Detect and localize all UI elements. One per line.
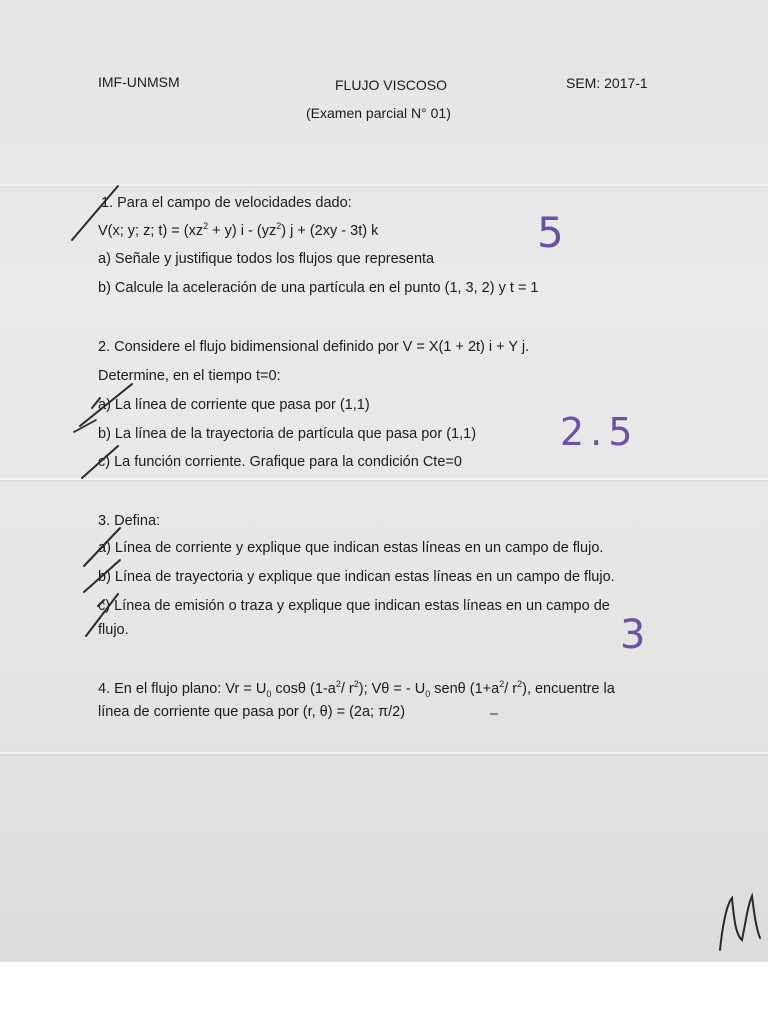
q3-score-mark: 3 — [620, 612, 646, 658]
q2-determine: Determine, en el tiempo t=0: — [98, 368, 281, 384]
q1-intro — [101, 194, 352, 212]
course-title: FLUJO VISCOSO — [335, 77, 448, 93]
q1-part-a: a) Señale y justifique todos los flujos que representa — [98, 251, 435, 267]
q1-number: 1. — [101, 195, 114, 211]
paper-fold-line — [0, 752, 768, 754]
q2-intro: 2. Considere el flujo bidimensional definido por V = X(1 + 2t) i + Y j. — [98, 339, 530, 355]
q4-line-1: 4. En el flujo plano: $Vr = U_0$ cosθ ($1-a^2/$ $r^2$); Vθ = - $U_0$ senθ ($1+a^2/$ $r^2$), encuentre la — [98, 679, 615, 699]
q1-intro-text: Para el campo de velocidades dado: — [117, 195, 352, 211]
q1-velocity-field: V(x; y; z; $t) = (xz^2 + y)$ $i - (yz^2) j + (2xy - 3t)$ k — [98, 221, 379, 239]
q2b-check-mark — [74, 420, 96, 432]
q2-score-mark: 2.5 — [560, 410, 639, 454]
q3-part-b: b) Línea de trayectoria y explique que indican estas líneas en un campo de flujo. — [98, 569, 615, 585]
q3-intro: 3. Defina: — [98, 513, 161, 529]
paper-fold-line — [0, 478, 768, 480]
q3-part-a: a) Línea de corriente y explique que indican estas líneas en un campo de flujo. — [98, 540, 604, 556]
q2-part-b: b) La línea de la trayectoria de partícula que pasa por (1,1) — [98, 426, 477, 442]
q1-part-b: b) Calcule la aceleración de una partícula en el punto (1, 3, 2) y t = 1 — [98, 280, 539, 296]
paper-fold-line — [0, 184, 768, 186]
q2-part-c: c) La función corriente. Grafique para la condición Cte=0 — [98, 454, 462, 470]
q3-part-c-cont: flujo. — [98, 622, 129, 638]
semester: SEM: 2017-1 — [566, 75, 648, 91]
q3-part-c: c) Línea de emisión o traza y explique que indican estas líneas en un campo de — [98, 598, 610, 614]
q2-part-a: a) La línea de corriente que pasa por (1,1) — [98, 397, 370, 413]
q4-line-2: línea de corriente que pasa por (r, θ) = (2a; π/2) — [98, 704, 406, 720]
exam-title: (Examen parcial N° 01) — [306, 105, 451, 121]
institution: IMF-UNMSM — [98, 74, 180, 90]
signature-mark — [720, 896, 760, 950]
q1-score-mark: 5 — [537, 208, 564, 257]
